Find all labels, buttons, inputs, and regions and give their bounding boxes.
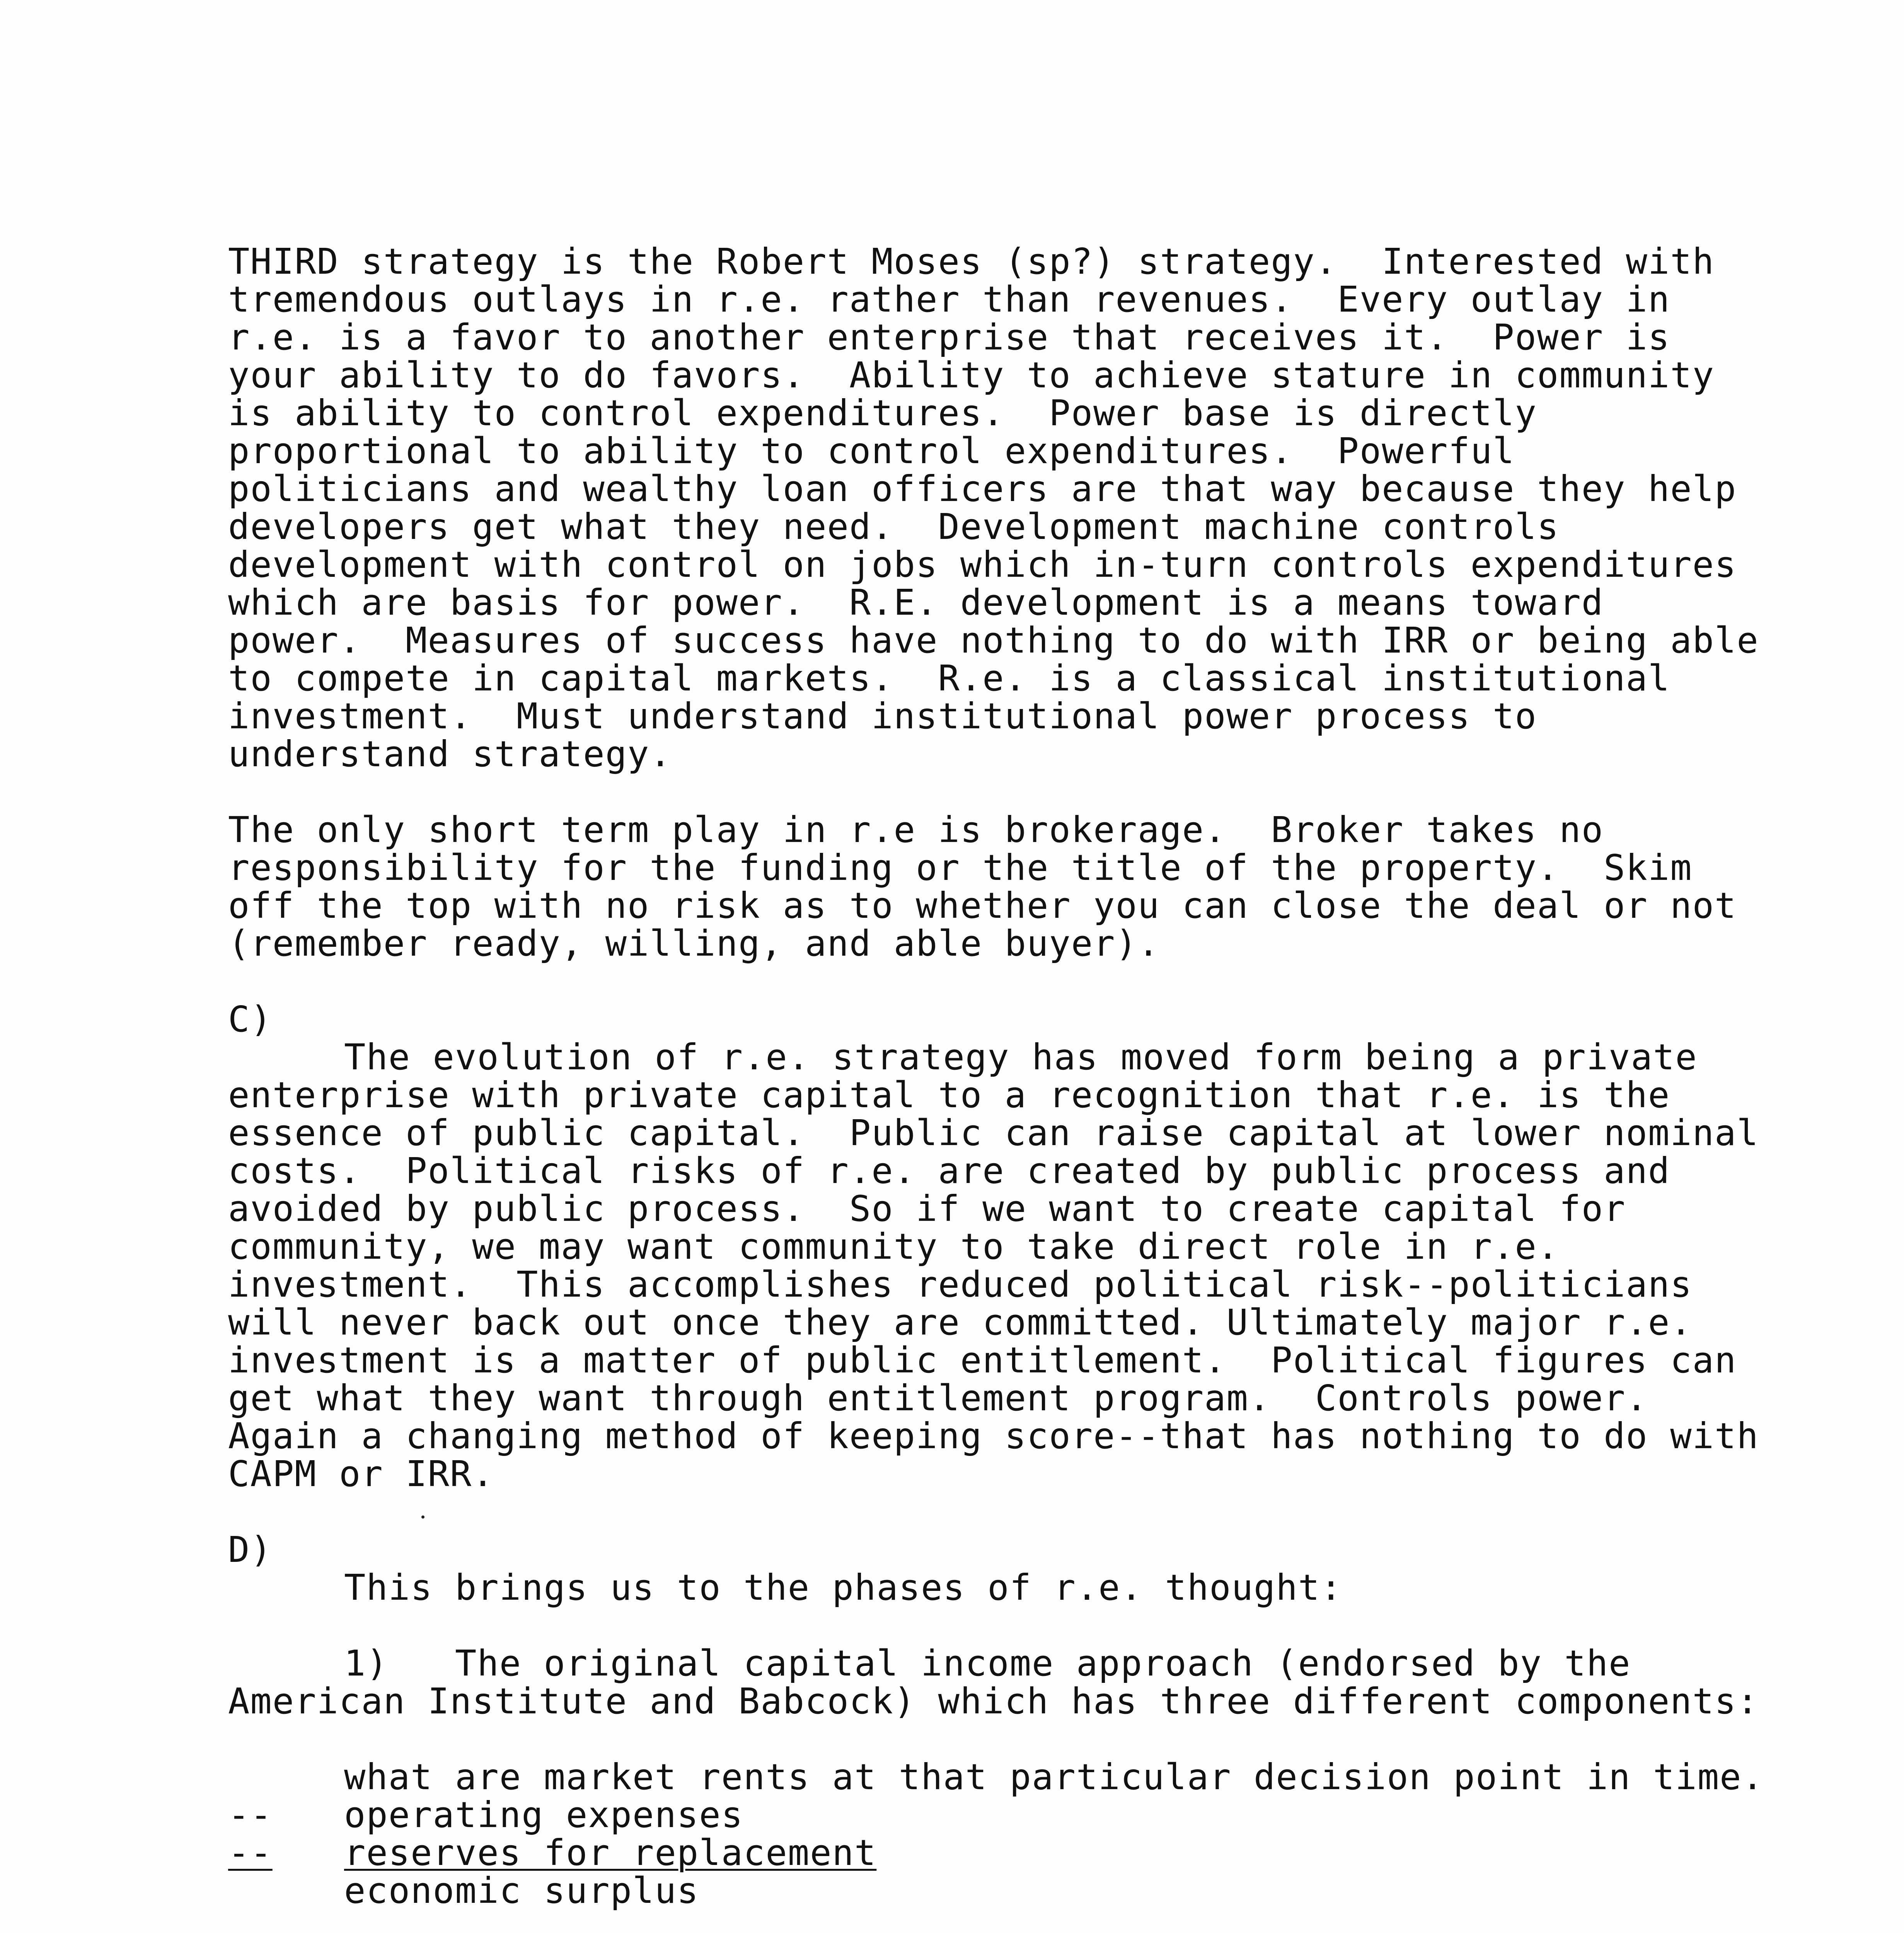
text-line: get what they want through entitlement program. Controls power.: [228, 1377, 1648, 1419]
text-line: essence of public capital. Public can raise capital at lower nominal: [228, 1112, 1759, 1154]
text-line: politicians and wealthy loan officers are that way because they help: [228, 468, 1737, 510]
text-line: costs. Political risks of r.e. are created by public process and: [228, 1150, 1670, 1192]
text-line: (remember ready, willing, and able buyer).: [228, 923, 1160, 964]
text-line: enterprise with private capital to a recognition that r.e. is the: [228, 1074, 1670, 1116]
component-reserves: reserves for replacement: [344, 1832, 877, 1873]
text-line: which are basis for power. R.E. development is a means toward: [228, 582, 1604, 623]
section-c-label: C): [228, 999, 273, 1040]
section-d-label: D): [228, 1529, 273, 1570]
text-line: responsibility for the funding or the title of the property. Skim: [228, 847, 1693, 888]
text-line: to compete in capital markets. R.e. is a classical institutional: [228, 658, 1670, 699]
text-line: investment is a matter of public entitlement. Political figures can: [228, 1340, 1737, 1381]
text-line: This brings us to the phases of r.e. thought:: [344, 1567, 1343, 1608]
text-line: American Institute and Babcock) which has three different components:: [228, 1681, 1759, 1722]
text-line: avoided by public process. So if we want to create capital for: [228, 1188, 1626, 1229]
text-line: Again a changing method of keeping score--that has nothing to do with: [228, 1415, 1759, 1457]
text-line: development with control on jobs which in-turn controls expenditures: [228, 544, 1737, 585]
text-line: investment. This accomplishes reduced political risk--politicians: [228, 1264, 1693, 1305]
component-dash: --: [228, 1794, 273, 1836]
text-line: The only short term play in r.e is brokerage. Broker takes no: [228, 809, 1604, 851]
component-operating: operating expenses: [344, 1794, 743, 1836]
text-line: CAPM or IRR.: [228, 1453, 494, 1495]
text-line: 1) The original capital income approach (endorsed by the: [344, 1643, 1631, 1684]
text-line: r.e. is a favor to another enterprise that receives it. Power is: [228, 317, 1670, 358]
text-line: community, we may want community to take direct role in r.e.: [228, 1226, 1560, 1267]
text-line: will never back out once they are committed. Ultimately major r.e.: [228, 1302, 1693, 1343]
text-line: The evolution of r.e. strategy has moved form being a private: [344, 1036, 1698, 1078]
component-dash: --: [228, 1832, 273, 1873]
text-line: understand strategy.: [228, 733, 672, 775]
text-line: your ability to do favors. Ability to achieve stature in community: [228, 355, 1715, 396]
text-line: developers get what they need. Development machine controls: [228, 506, 1560, 547]
text-line: is ability to control expenditures. Power base is directly: [228, 392, 1537, 434]
text-line: off the top with no risk as to whether you can close the deal or not: [228, 885, 1737, 926]
text-line: investment. Must understand institutional power process to: [228, 695, 1537, 737]
component-surplus: economic surplus: [344, 1870, 699, 1911]
text-line: power. Measures of success have nothing to do with IRR or being able: [228, 620, 1759, 661]
component-market-rents: what are market rents at that particular decision point in time.: [344, 1756, 1764, 1798]
text-line: THIRD strategy is the Robert Moses (sp?) strategy. Interested with: [228, 241, 1715, 282]
text-line: proportional to ability to control expenditures. Powerful: [228, 430, 1515, 472]
text-line: tremendous outlays in r.e. rather than revenues. Every outlay in: [228, 279, 1670, 320]
